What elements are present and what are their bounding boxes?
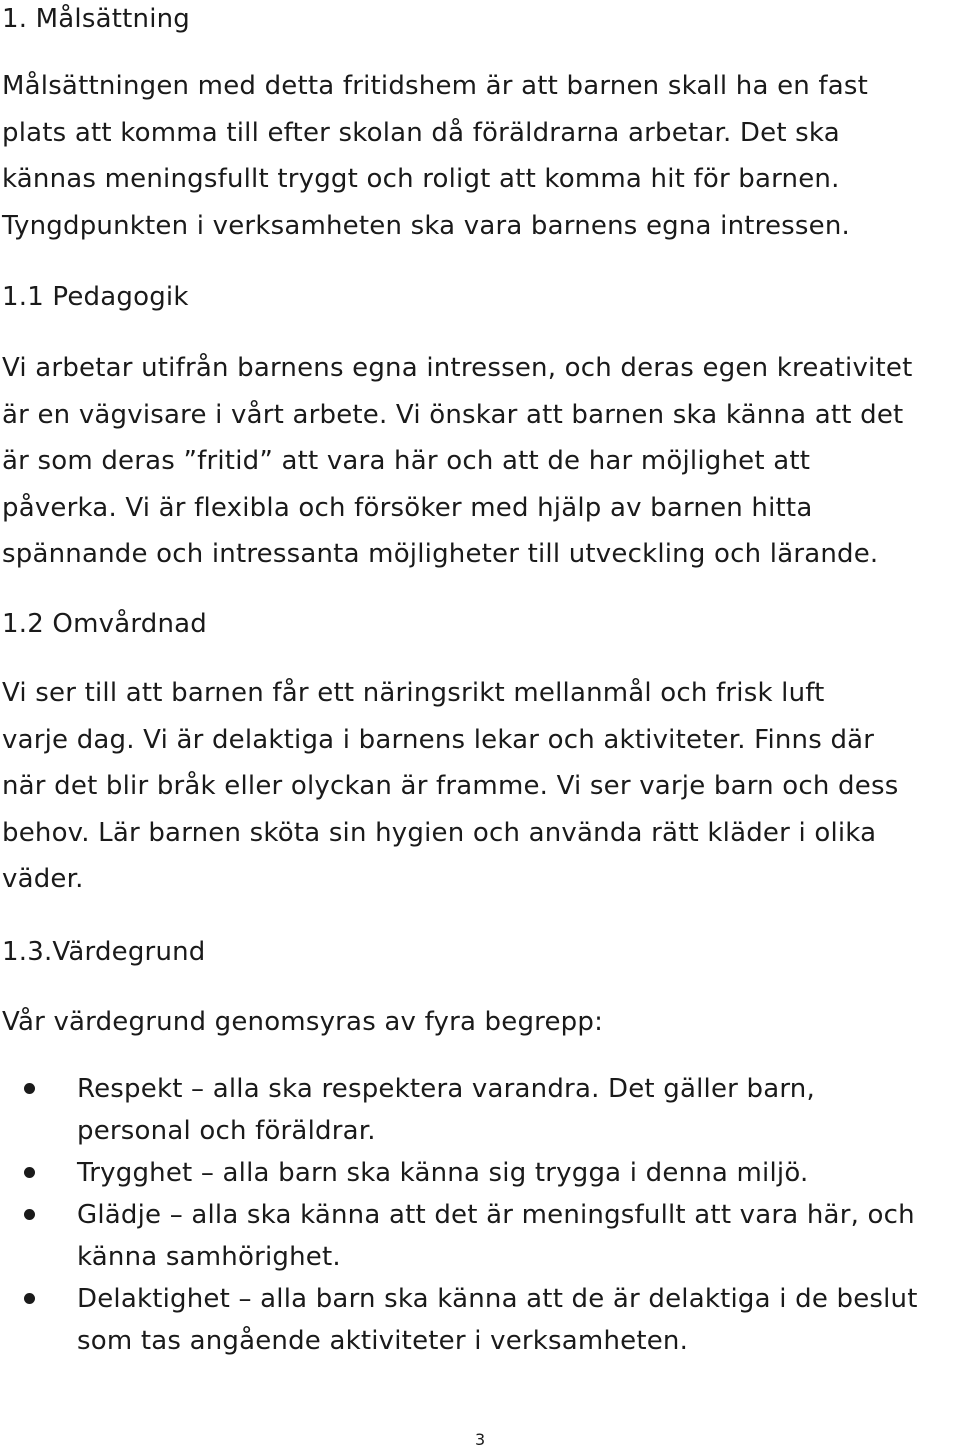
text-line: spännande och intressanta möjligheter till utveckling och lärande.: [2, 539, 879, 569]
bullet-text-line: som tas angående aktiviteter i verksamheten.: [77, 1326, 689, 1356]
text-line: Vi arbetar utifrån barnens egna intressen, och deras egen kreativitet: [2, 353, 913, 383]
paragraph-pedagogik: [2, 345, 960, 578]
section-heading-vardegrund: 1.3.Värdegrund: [2, 937, 206, 967]
text-line: kännas meningsfullt tryggt och roligt att komma hit för barnen.: [2, 164, 840, 194]
section-heading-pedagogik: 1.1 Pedagogik: [2, 282, 189, 312]
bullet-icon: [24, 1167, 35, 1178]
vardegrund-intro: Vår värdegrund genomsyras av fyra begrepp:: [2, 1007, 604, 1037]
paragraph-malsattning: [2, 63, 960, 249]
bullet-text-line: personal och föräldrar.: [77, 1116, 376, 1146]
text-line: väder.: [2, 864, 84, 894]
bullet-text-line: Delaktighet – alla barn ska känna att de är delaktiga i de beslut: [77, 1284, 918, 1314]
text-line: plats att komma till efter skolan då föräldrarna arbetar. Det ska: [2, 117, 840, 148]
text-line: Vi ser till att barnen får ett näringsrikt mellanmål och frisk luft: [2, 678, 825, 708]
text-line: när det blir bråk eller olyckan är framme. Vi ser varje barn och dess: [2, 771, 899, 801]
vardegrund-bullet-list: [2, 1068, 918, 1362]
bullet-item-gladje: [2, 1194, 918, 1278]
bullet-item-delaktighet: [2, 1278, 918, 1362]
text-line: Målsättningen med detta fritidshem är att barnen skall ha en fast: [2, 71, 869, 101]
text-line: Tyngdpunkten i verksamheten ska vara barnens egna intressen.: [2, 210, 850, 241]
document-page: [2, 0, 958, 1452]
text-line: är en vägvisare i vårt arbete. Vi önskar att barnen ska känna att det: [2, 399, 904, 430]
bullet-text-line: Glädje – alla ska känna att det är meningsfullt att vara här, och: [77, 1200, 915, 1230]
page-number: 3: [475, 1430, 486, 1449]
bullet-icon: [24, 1209, 35, 1220]
paragraph-omvardnad: [2, 670, 960, 903]
text-line: är som deras ”fritid” att vara här och att de har möjlighet att: [2, 446, 811, 476]
bullet-icon: [24, 1083, 35, 1094]
bullet-item-respekt: [2, 1068, 918, 1152]
section-heading-omvardnad: 1.2 Omvårdnad: [2, 609, 207, 639]
section-heading-malsattning: 1. Målsättning: [2, 4, 191, 34]
bullet-text-line: Trygghet – alla barn ska känna sig trygga i denna miljö.: [77, 1158, 809, 1188]
bullet-item-trygghet: [2, 1152, 918, 1194]
bullet-text-line: känna samhörighet.: [77, 1242, 341, 1272]
text-line: behov. Lär barnen sköta sin hygien och använda rätt kläder i olika: [2, 817, 877, 848]
text-line: påverka. Vi är flexibla och försöker med hjälp av barnen hitta: [2, 492, 813, 523]
text-line: varje dag. Vi är delaktiga i barnens lekar och aktiviteter. Finns där: [2, 724, 875, 755]
bullet-text-line: Respekt – alla ska respektera varandra. Det gäller barn,: [77, 1074, 815, 1104]
bullet-icon: [24, 1293, 35, 1304]
